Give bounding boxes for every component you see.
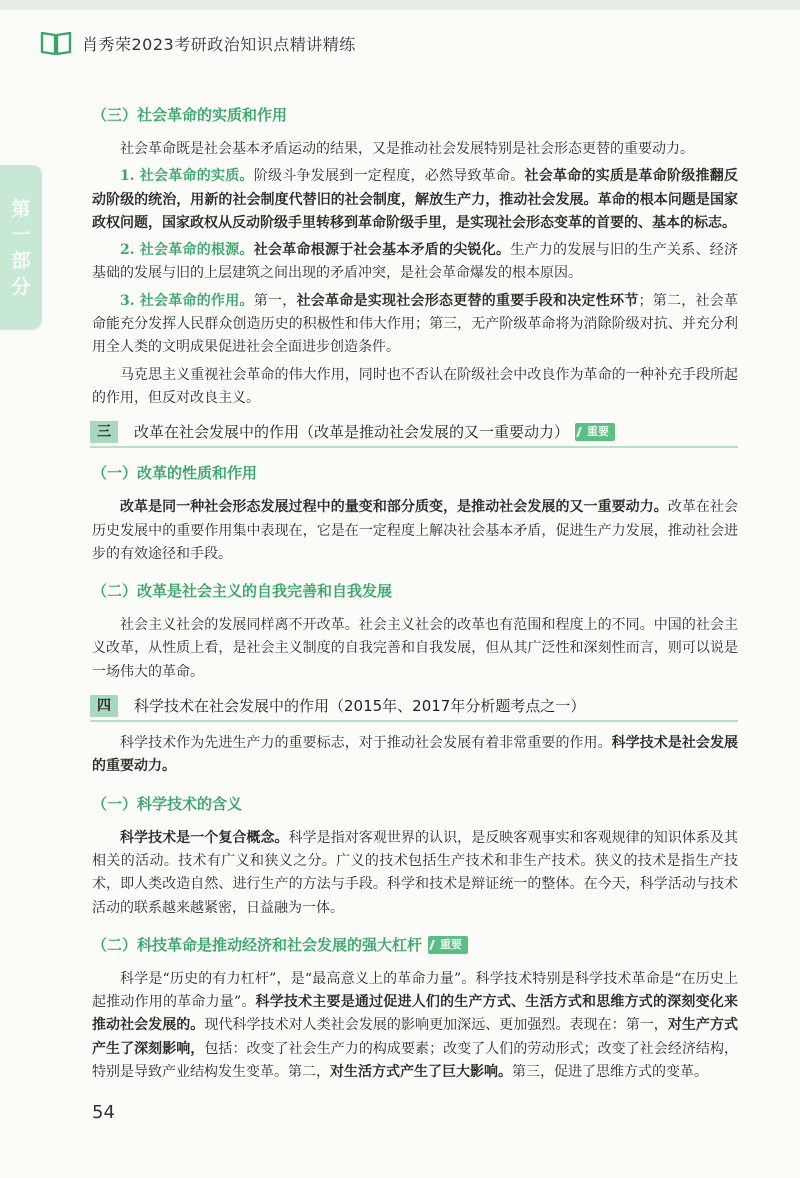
important-badge: 重要: [575, 423, 615, 441]
subheading-revolution-essence: （三）社会革命的实质和作用: [92, 106, 288, 124]
paragraph: 2. 社会革命的根源。社会革命根源于社会基本矛盾的尖锐化。生产力的发展与旧的生产关系、经济基础的发展与旧的上层建筑之间出现的矛盾冲突，是社会革命爆发的根本原因。: [92, 242, 738, 282]
subheading-reform-nature: （一）改革的性质和作用: [92, 464, 258, 483]
part-side-tab: [0, 165, 42, 330]
subheading-tech-revolution: （二）科技革命是推动经济和社会发展的强大杠杆 重要: [92, 934, 738, 956]
section-number: 四: [90, 695, 118, 717]
side-tab-char: 一: [11, 223, 31, 246]
important-badge: 重要: [428, 936, 468, 954]
side-tab-char: 部: [11, 249, 31, 272]
section-title: 改革在社会发展中的作用（改革是推动社会发展的又一重要动力）: [134, 423, 570, 442]
paragraph: 3. 社会革命的作用。第一，社会革命是实现社会形态更替的重要手段和决定性环节；第二，社会革命能充分发挥人民群众创造历史的积极性和伟大作用；第三，无产阶级革命将为消除阶级对抗、并充分利用全人类的文明成果促进社会全面进步创造条件。: [92, 292, 738, 356]
page-header: [40, 30, 356, 56]
page-number: 54: [92, 1102, 115, 1123]
section-heading-science: [90, 694, 738, 722]
section-title: 科学技术在社会发展中的作用（2015年、2017年分析题考点之一）: [134, 697, 586, 716]
paragraph: 科学技术是一个复合概念。科学是指对客观世界的认识，是反映客观事实和客观规律的知识体系及其相关的活动。技术有广义和狭义之分。广义的技术包括生产技术和非生产技术。狭义的技术是指生产技术，即人类改造自然、进行生产的方法与手段。科学和技术是辩证统一的整体。在今天，科学活动与技术活动的联系越来越紧密，日益融为一体。: [92, 829, 739, 916]
side-tab-char: 分: [11, 275, 31, 298]
paragraph: 科学是“历史的有力杠杆”，是“最高意义上的革命力量”。科学技术特别是科学技术革命是“在历史上起推动作用的革命力量”。科学技术主要是通过促进人们的生产方式、生活方式和思维方式的深刻变化来推动社会发展的。现代科学技术对人类社会发展的影响更加深远、更加强烈。表现在：第一，对生产方式产生了深刻影响，包括：改变了社会生产力的构成要素；改变了人们的劳动形式；改变了社会经济结构，特别是导致产业结构发生变革。第二，对生活方式产生了巨大影响。第三，促进了思维方式的变革。: [92, 970, 739, 1081]
paragraph: 社会革命既是社会基本矛盾运动的结果，又是推动社会发展特别是社会形态更替的重要动力。: [120, 141, 694, 157]
paragraph: 科学技术作为先进生产力的重要标志，对于推动社会发展有着非常重要的作用。科学技术是社会发展的重要动力。: [92, 735, 739, 775]
paragraph: 马克思主义重视社会革命的伟大作用，同时也不否认在阶级社会中改良作为革命的一种补充手段所起的作用，但反对改良主义。: [92, 366, 738, 406]
section-number: 三: [90, 421, 118, 443]
book-title: 肖秀荣2023考研政治知识点精讲精练: [82, 34, 356, 54]
page-content: [92, 104, 738, 1088]
top-scan-edge: [0, 0, 800, 10]
paragraph: 改革是同一种社会形态发展过程中的量变和部分质变，是推动社会发展的又一重要动力。改革在社会历史发展中的重要作用集中表现在，它是在一定程度上解决社会基本矛盾，促进生产力发展，推动社会进步的有效途径和手段。: [92, 499, 738, 562]
paragraph: 1. 社会革命的实质。阶级斗争发展到一定程度，必然导致革命。社会革命的实质是革命阶级推翻反动阶级的统治，用新的社会制度代替旧的社会制度，解放生产力，推动社会发展。革命的根本问题是国家政权问题，国家政权从反动阶级手里转移到革命阶级手里，是实现社会形态变革的首要的、基本的标志。: [92, 168, 738, 231]
paragraph: 社会主义社会的发展同样离不开改革。社会主义社会的改革也有范围和程度上的不同。中国的社会主义改革，从性质上看，是社会主义制度的自我完善和自我发展，但从其广泛性和深刻性而言，则可以说是一场伟大的革命。: [92, 617, 738, 680]
subheading-science-meaning: （一）科学技术的含义: [92, 794, 243, 813]
side-tab-char: 第: [11, 197, 31, 220]
section-heading-reform: [90, 420, 738, 448]
subheading-socialist-reform: （二）改革是社会主义的自我完善和自我发展: [92, 582, 393, 601]
open-book-icon: [40, 30, 72, 56]
